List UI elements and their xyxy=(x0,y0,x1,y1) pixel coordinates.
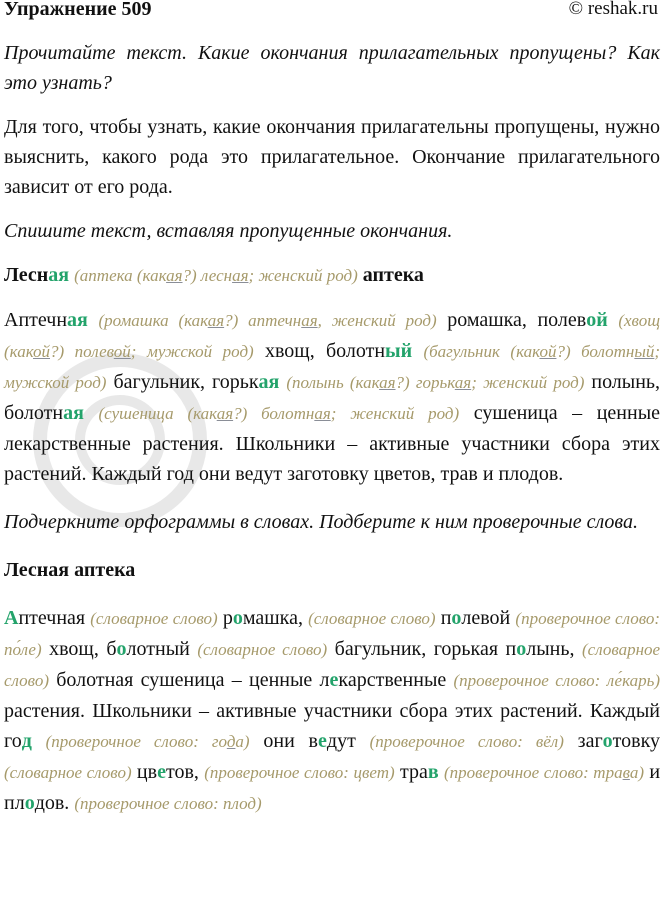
highlighted-letter: о xyxy=(24,792,35,814)
text-span: (ромашка (как xyxy=(98,311,208,330)
text-span: ая xyxy=(216,404,234,423)
hint-text: (словарное слово) xyxy=(197,640,328,659)
hint-text: (словарное слово) xyxy=(90,609,218,628)
text-span: в xyxy=(622,763,630,782)
title-ending: ая xyxy=(48,264,70,286)
task-1: Прочитайте текст. Какие окончания прилагательных пропущены? Как это узнать? xyxy=(4,42,660,94)
highlighted-letter: о xyxy=(516,638,527,660)
title-noun: аптека xyxy=(362,264,424,286)
text-span: ой xyxy=(539,342,557,361)
paragraph-1 xyxy=(4,305,660,489)
text-span: а) xyxy=(235,732,250,751)
text-span: машка, xyxy=(242,607,303,629)
text-span: багульник, горьк xyxy=(113,371,259,393)
hint-5 xyxy=(98,404,459,423)
task-3: Подчеркните орфограммы в словах. Подберите к ним проверочные слова. xyxy=(4,511,638,533)
text-span: дов. xyxy=(34,792,70,814)
task-2: Спишите текст, вставляя пропущенные окончания. xyxy=(4,220,453,242)
hint-text: (проверочное слово: вёл) xyxy=(369,732,564,751)
text-span: ый xyxy=(634,342,655,361)
text-span: сушеница – ценные лекарственные растения. Школьники – активные участники сбора этих растений. Каждый год они ведут заготовку цветов, трав и плодов. xyxy=(4,402,661,485)
text-span: ая xyxy=(314,404,331,423)
highlighted-letter: о xyxy=(116,638,127,660)
highlighted-letter: ый xyxy=(385,340,413,362)
page xyxy=(4,0,660,819)
exercise-title: Упражнение 509 xyxy=(4,0,152,20)
hint-1 xyxy=(98,311,436,330)
hint-text: (проверочное слово: по́ле) xyxy=(4,609,661,659)
highlighted-letter: А xyxy=(4,607,19,629)
text-span: лынь, xyxy=(526,638,575,660)
text-span: хвощ, xyxy=(49,638,99,660)
text-span: тра xyxy=(399,761,428,783)
text-span: болотная сушеница – ценные xyxy=(56,669,313,691)
text-span: ; женский род) xyxy=(248,266,358,285)
text-title-1 xyxy=(4,260,660,291)
highlighted-letter: о xyxy=(232,607,243,629)
text-span: тов, xyxy=(165,761,199,783)
text-span: дут xyxy=(326,730,356,752)
text-span: (сушеница (как xyxy=(98,404,217,423)
text-span: ?) полев xyxy=(50,342,114,361)
text-span: ая xyxy=(301,311,318,330)
text-span: ; мужской род) xyxy=(4,342,661,392)
hint-text: (проверочное слово: ле́карь) xyxy=(453,671,661,690)
text-span: растения. Школьники – активные участники сбора этих растений. Каждый го xyxy=(4,700,660,752)
text-span: л xyxy=(319,669,330,691)
highlighted-letter: д xyxy=(21,730,32,752)
text-span: р xyxy=(222,607,233,629)
text-span: багульник, горькая xyxy=(334,638,499,660)
title-hint xyxy=(74,266,358,285)
text-span: заг xyxy=(577,730,603,752)
highlighted-letter: ая xyxy=(67,309,88,331)
text-span: (хвощ (как xyxy=(4,311,661,361)
hint-text: (словарное слово) xyxy=(308,609,436,628)
highlighted-letter: е xyxy=(329,669,339,691)
answer-1: Для того, чтобы узнать, какие окончания прилагательны пропущены, нужно выяснить, какого рода это прилагательное. Окончание прилагательного зависит от его рода. xyxy=(4,116,660,198)
text-span: ?) болотн xyxy=(233,404,315,423)
text-span: хвощ, болотн xyxy=(265,340,386,362)
text-span: (проверочное слово: тра xyxy=(443,763,623,782)
site-credit: © reshak.ru xyxy=(568,0,658,19)
text-span: цв xyxy=(136,761,158,783)
text-span: ?) лесн xyxy=(182,266,233,285)
highlighted-letter: о xyxy=(451,607,462,629)
text-span: (полынь (как xyxy=(286,373,380,392)
highlighted-letter: е xyxy=(318,730,327,752)
text-span: ая xyxy=(166,266,183,285)
header xyxy=(4,0,660,30)
text-span: ; женский род) xyxy=(330,404,460,423)
highlighted-letter: ая xyxy=(63,402,84,424)
text-span: и xyxy=(649,761,661,783)
highlighted-letter: ая xyxy=(258,371,280,393)
hint-text: (проверочное слово: плод) xyxy=(74,794,262,813)
highlighted-letter: е xyxy=(157,761,166,783)
text-span: товку xyxy=(612,730,661,752)
text-span: д xyxy=(226,732,236,751)
text-title-2: Лесная аптека xyxy=(4,559,136,581)
text-span: ой xyxy=(33,342,50,361)
highlighted-letter: ой xyxy=(586,309,608,331)
highlighted-letter: о xyxy=(602,730,613,752)
text-span: ромашка, полев xyxy=(447,309,587,331)
text-span: карственные xyxy=(338,669,447,691)
paragraph-2 xyxy=(4,603,660,819)
text-span: ; мужской род) xyxy=(130,342,254,361)
text-span: ой xyxy=(113,342,131,361)
title-stem: Лесн xyxy=(4,264,49,286)
hint-text: (словарное слово) xyxy=(4,640,661,690)
text-span: они в xyxy=(263,730,319,752)
text-span: ая xyxy=(379,373,396,392)
text-span: ?) болотн xyxy=(556,342,635,361)
text-span: левой xyxy=(461,607,511,629)
text-span: ая xyxy=(454,373,472,392)
text-span: ая xyxy=(207,311,225,330)
text-span: , женский род) xyxy=(317,311,437,330)
text-span: а) xyxy=(629,763,645,782)
text-span: птечная xyxy=(18,607,86,629)
text-span: п xyxy=(505,638,517,660)
hint-text xyxy=(444,763,644,782)
hint-text xyxy=(46,732,250,751)
text-span: (проверочное слово: го xyxy=(45,732,227,751)
text-span: полынь, болотн xyxy=(4,371,661,424)
hint-text: (проверочное слово: цвет) xyxy=(204,763,395,782)
hint-4 xyxy=(286,373,584,392)
text-span: п xyxy=(440,607,452,629)
highlighted-letter: в xyxy=(427,761,439,783)
hint-text: (словарное слово) xyxy=(4,763,132,782)
text-span: ; женский род) xyxy=(471,373,585,392)
text-span: пл xyxy=(4,792,25,814)
text-span: (багульник (как xyxy=(423,342,540,361)
text-span: лотный xyxy=(126,638,190,660)
text-span: б xyxy=(106,638,117,660)
text-span: ая xyxy=(232,266,249,285)
text-span: Аптечн xyxy=(4,309,68,331)
text-span: (аптека (как xyxy=(74,266,167,285)
text-span: ?) аптечн xyxy=(224,311,302,330)
text-span: ?) горьк xyxy=(395,373,455,392)
